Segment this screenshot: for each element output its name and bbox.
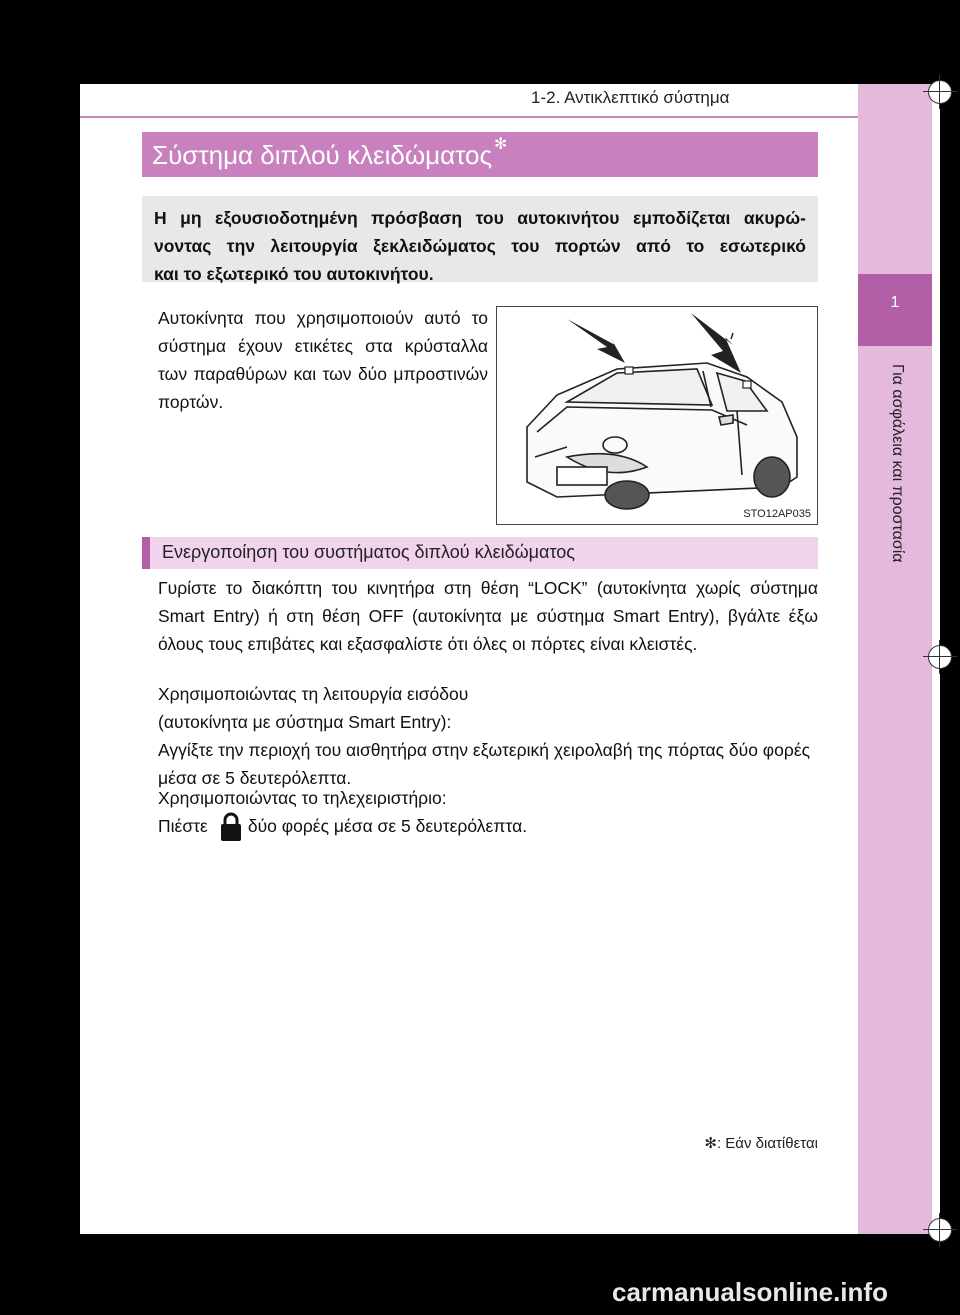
paragraph-remote <box>158 784 818 842</box>
crop-mark-top <box>928 80 952 104</box>
paragraph-smart-entry <box>158 680 818 792</box>
intro-line: και το εξωτερικό του αυτοκινήτου. <box>154 264 434 284</box>
remote-rest: δύο φορές μέσα σε 5 δευτερόλεπτα. <box>247 816 528 836</box>
section-heading: Ενεργοποίηση του συστήματος διπλού κλειδώματος <box>162 542 575 562</box>
car-illustration <box>496 306 818 525</box>
crop-mark-bottom <box>928 1218 952 1242</box>
crop-mark-middle <box>928 645 952 669</box>
footnote-mark: ✻ <box>704 1135 717 1152</box>
smart-entry-heading: Χρησιμοποιώντας τη λειτουργία εισόδου <box>158 684 469 704</box>
intro-text <box>154 204 806 288</box>
page-title: Σύστημα διπλού κλειδώματος ✻ <box>152 136 508 170</box>
page-title-bar <box>142 132 818 177</box>
intro-line: νοντας την λειτουργία ξεκλειδώματος του πορτών από το εσωτερικό <box>154 236 806 256</box>
remote-press: Πιέστε <box>158 816 208 836</box>
manual-page <box>80 84 940 1234</box>
watermark: carmanualsonline.info <box>612 1277 888 1307</box>
remote-instruction <box>158 812 818 842</box>
paragraph-activation: Γυρίστε το διακόπτη του κινητήρα στη θέση “LOCK” (αυτοκίνητα χωρίς σύστημα Smart Entry) ή στη θέση OFF (αυτοκίνητα με σύστημα Smart Entry), βγάλτε έξω όλους τους επιβάτες και εξασφαλίστε ότι όλες οι πόρτες είναι κλειστές. <box>158 578 818 654</box>
figure-code: STO12AP035 <box>743 508 811 520</box>
smart-entry-condition: (αυτοκίνητα με σύστημα Smart Entry): <box>158 712 452 732</box>
intro-box <box>142 196 818 282</box>
chapter-side-tab <box>858 84 932 1234</box>
intro-line: Η μη εξουσιοδοτημένη πρόσβαση του αυτοκινήτου εμποδίζεται ακυρώ- <box>154 208 806 228</box>
header-rule <box>80 116 858 118</box>
footnote-text: : Εάν διατίθεται <box>716 1135 818 1152</box>
paragraph-labels: Αυτοκίνητα που χρησιμοποιούν αυτό το σύστημα έχουν ετικέτες στα κρύσταλλα των παραθύρων και των δύο μπροστινών πορτών. <box>158 308 488 412</box>
lock-icon <box>220 812 242 842</box>
chapter-number: 1 <box>890 294 900 311</box>
section-heading-bar <box>142 537 818 569</box>
smart-entry-instruction: Αγγίξτε την περιοχή του αισθητήρα στην εξωτερική χειρολαβή της πόρτας δύο φορές μέσα σε 5 δευτερόλεπτα. <box>158 740 811 788</box>
car-drawing <box>497 307 817 524</box>
availability-mark: ✻ <box>494 136 508 153</box>
remote-heading: Χρησιμοποιώντας το τηλεχειριστήριο: <box>158 788 447 808</box>
running-header: 1-2. Αντικλεπτικό σύστημα <box>531 88 730 107</box>
footnote <box>590 1134 818 1152</box>
chapter-label: Για ασφάλεια και προστασία <box>889 364 906 563</box>
